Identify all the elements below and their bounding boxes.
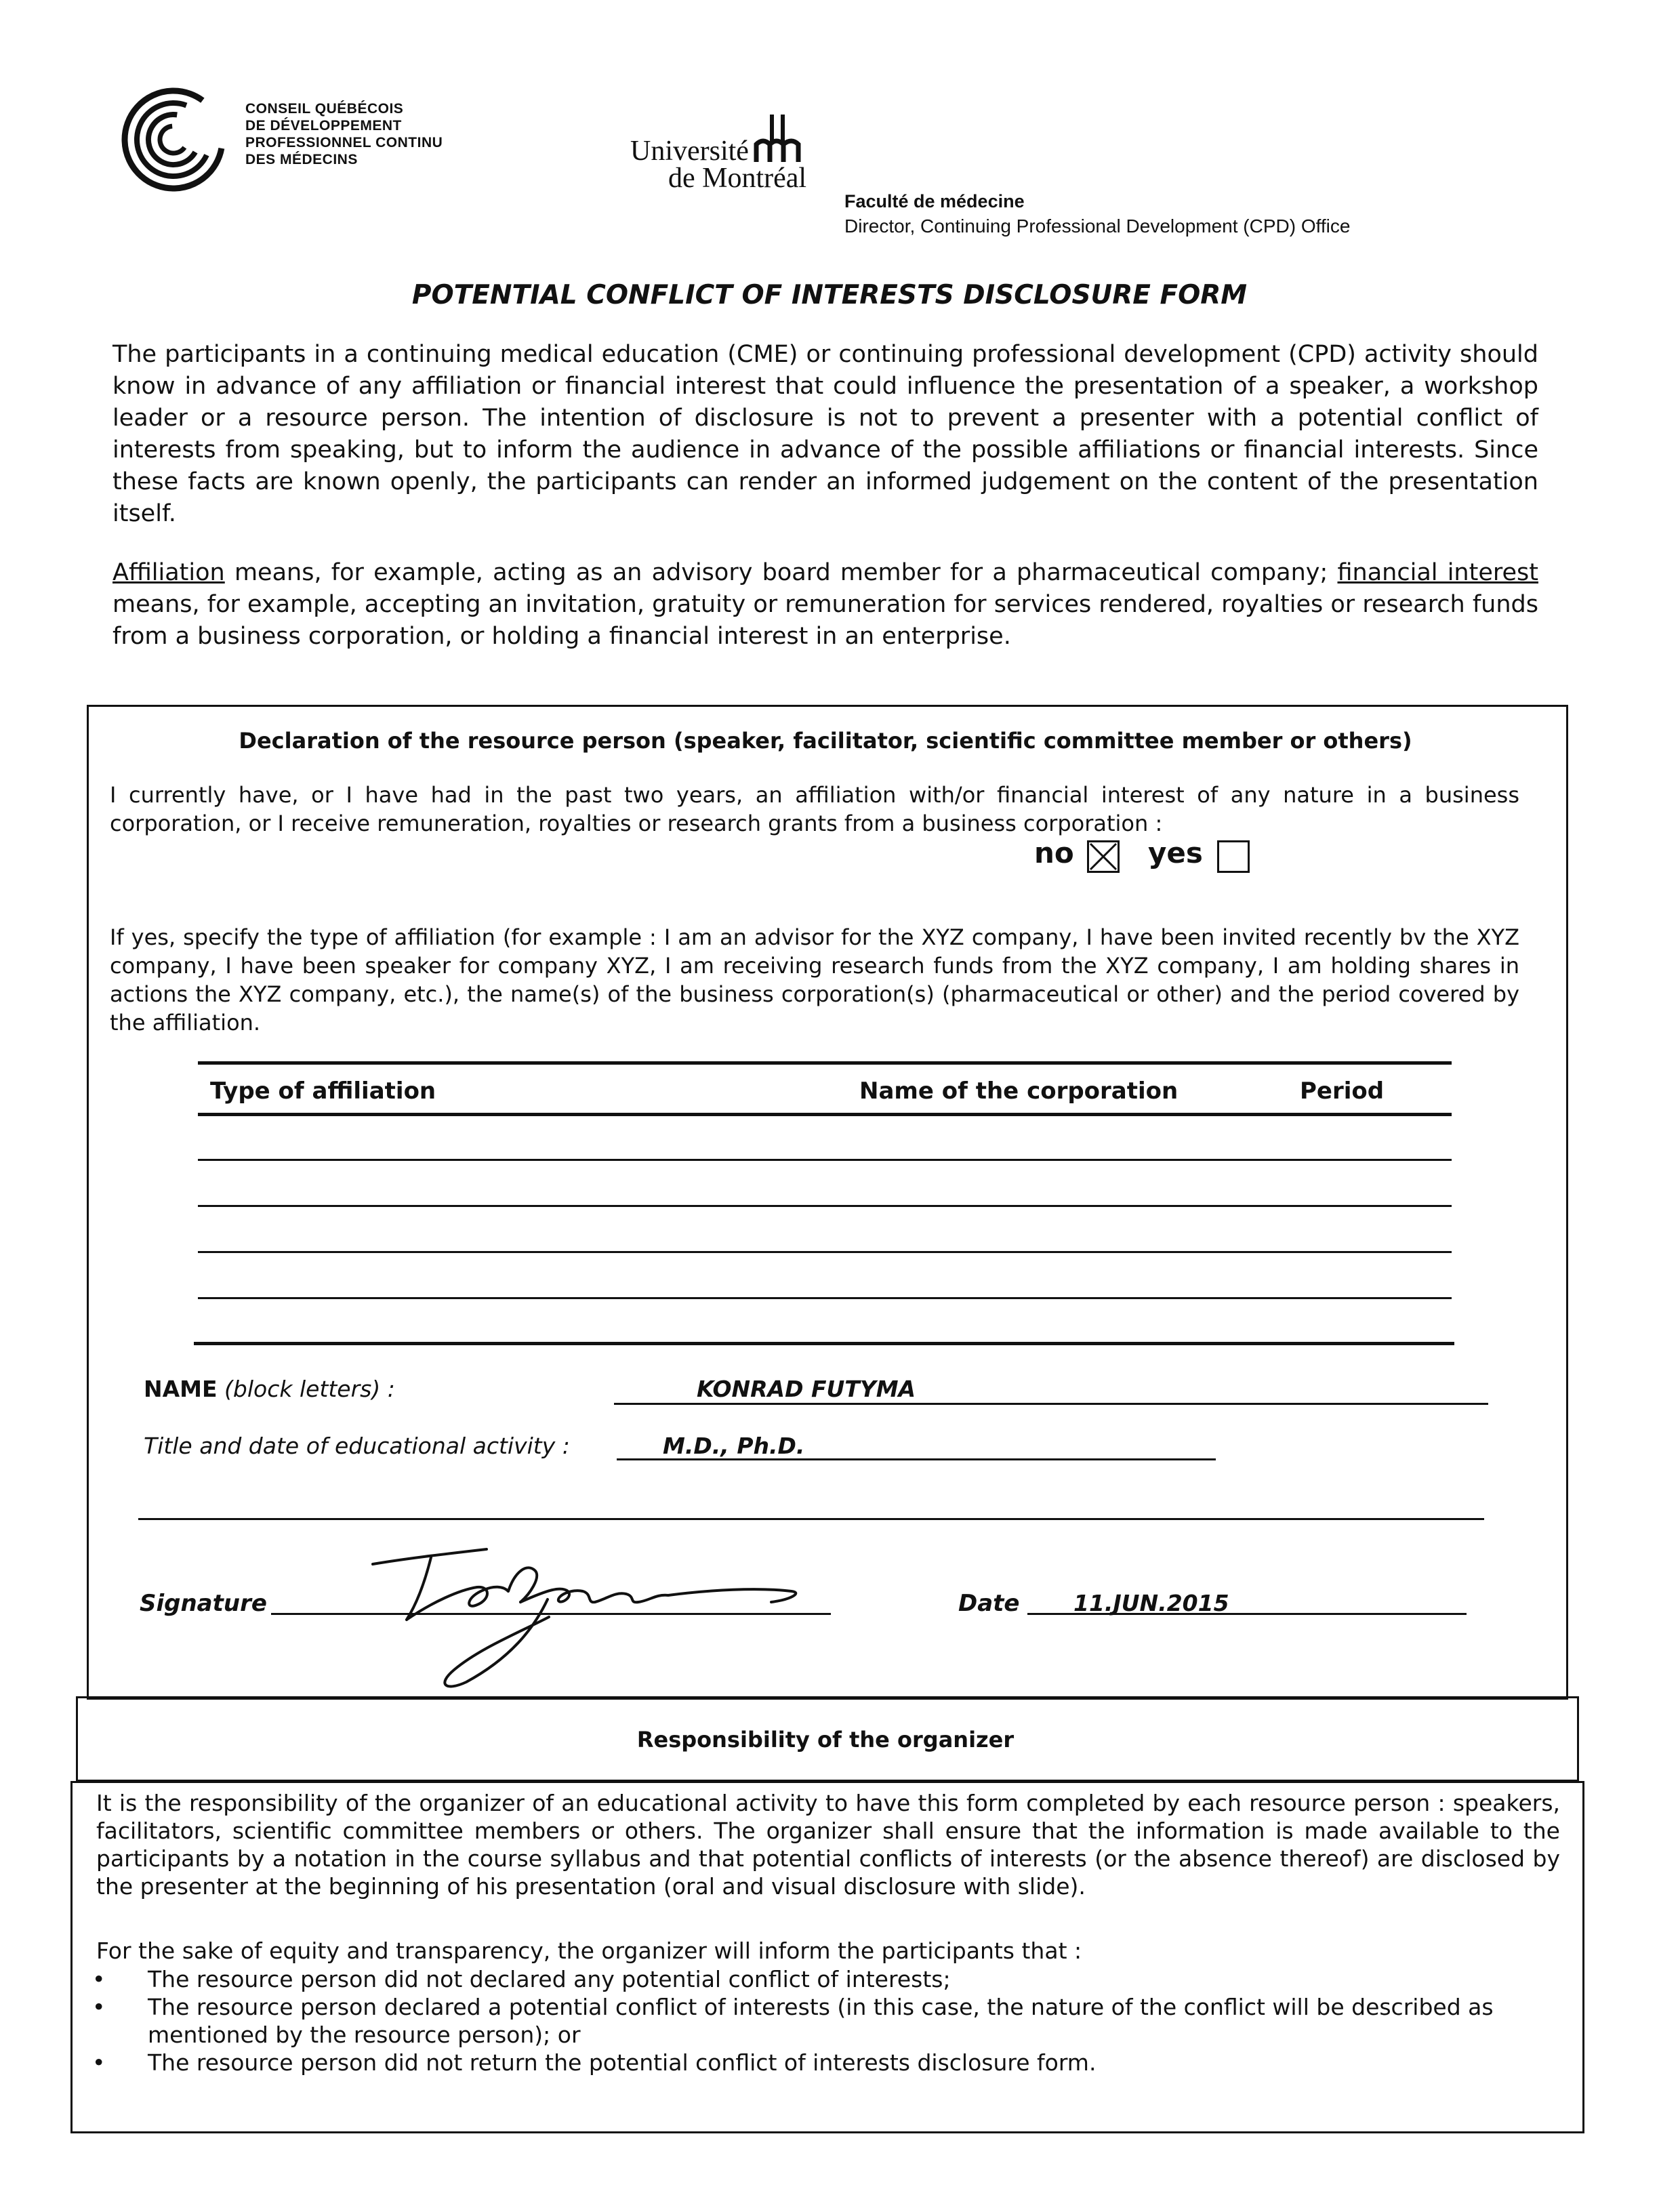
- faculty-name: Faculté de médecine: [844, 191, 1025, 211]
- form-title: POTENTIAL CONFLICT OF INTERESTS DISCLOSURE FORM: [411, 280, 1248, 310]
- affiliation-definition: means, for example, acting as an advisory board member for a pharmaceutical company;: [224, 559, 1338, 586]
- udem-emblem-icon: [754, 112, 802, 165]
- declaration-title: Declaration of the resource person (speaker, facilitator, scientific committee member or others): [239, 728, 1412, 754]
- udem-name-line1: Université: [630, 136, 749, 167]
- responsibility-paragraph: It is the responsibility of the organizer of an educational activity to have this form completed by each resource person : speakers, facilitators, scientific committee members or others. The organizer shall ensure that the information is made available to the participants by a notation in the course syllabus and that potential conflicts of interests (or the absence thereof) are disclosed by the presenter at the beginning of his presentation (oral and visual disclosure with slide).: [96, 1790, 1560, 1900]
- cqdpcm-line: DE DÉVELOPPEMENT: [245, 118, 402, 134]
- handwritten-signature-icon: [358, 1537, 846, 1693]
- affiliation-term: Affiliation: [112, 559, 225, 586]
- list-item: • The resource person did not declared any potential conflict of interests;: [92, 1965, 1570, 1993]
- responsibility-title: Responsibility of the organizer: [636, 1727, 1015, 1753]
- cqdpcm-logo-icon: [119, 85, 228, 194]
- udem-logo: [630, 112, 827, 207]
- name-label: [144, 1376, 395, 1402]
- column-header-type: Type of affiliation: [210, 1078, 436, 1105]
- name-value: KONRAD FUTYMA: [697, 1376, 916, 1402]
- if-yes-instructions: If yes, specify the type of affiliation (for example : I am an advisor for the XYZ company, I have been invited recently bv the XYZ company, I have been speaker for company XYZ, I am receiving research funds from the XYZ company, I am holding shares in actions the XYZ company, etc.), the name(s) of the business corporation(s) (pharmaceutical or other) and the period covered by the affiliation.: [110, 924, 1519, 1036]
- extra-field-line[interactable]: [138, 1518, 1484, 1520]
- signature-label: Signature: [140, 1590, 267, 1617]
- date-value: 11.JUN.2015: [1073, 1590, 1229, 1616]
- table-top-rule: [198, 1061, 1452, 1065]
- financial-interest-term: financial interest: [1337, 559, 1538, 586]
- list-item: • The resource person did not return the potential conflict of interests disclosure form.: [92, 2049, 1570, 2076]
- name-label-bold: NAME: [144, 1376, 218, 1402]
- name-field-line[interactable]: [614, 1403, 1488, 1405]
- cqdpcm-line: PROFESSIONNEL CONTINU: [245, 135, 443, 150]
- title-date-label: Title and date of educational activity :: [144, 1433, 570, 1459]
- yes-label: yes: [1148, 836, 1203, 869]
- column-header-period: Period: [1300, 1078, 1385, 1105]
- yes-checkbox[interactable]: [1217, 840, 1250, 873]
- cqdpcm-line: DES MÉDECINS: [245, 152, 358, 167]
- name-label-rest: (block letters) :: [217, 1376, 395, 1402]
- definition-paragraph: [112, 557, 1538, 653]
- title-date-value: M.D., Ph.D.: [663, 1433, 805, 1459]
- cqdpcm-name: [245, 100, 443, 168]
- declaration-statement: I currently have, or I have had in the past two years, an affiliation with/or financial interest of any nature in a business corporation, or I receive remuneration, royalties or research grants from a business corporation :: [110, 782, 1519, 836]
- table-row-line[interactable]: [198, 1251, 1452, 1253]
- table-bottom-rule: [194, 1342, 1454, 1345]
- participant-info-list: [92, 1965, 1570, 2076]
- list-item: • The resource person declared a potential conflict of interests (in this case, the nature of the conflict will be described as mentioned by the resource person); or: [92, 1993, 1570, 2049]
- column-header-corporation: Name of the corporation: [859, 1078, 1179, 1105]
- financial-interest-definition: means, for example, accepting an invitation, gratuity or remuneration for services rendered, royalties or research funds from a business corporation, or holding a financial interest in an enterprise.: [112, 591, 1538, 650]
- no-checkbox[interactable]: [1087, 840, 1120, 873]
- intro-paragraph: The participants in a continuing medical education (CME) or continuing professional development (CPD) activity should know in advance of any affiliation or financial interest that could influence the presentation of a speaker, a workshop leader or a resource person. The intention of disclosure is not to prevent a presenter with a potential conflict of interests from speaking, but to inform the audience in advance of the possible affiliations or financial interests. Since these facts are known openly, the participants can render an informed judgement on the content of the presentation itself.: [112, 341, 1538, 527]
- udem-name-line2: de Montréal: [668, 163, 807, 194]
- table-row-line[interactable]: [198, 1205, 1452, 1207]
- table-row-line[interactable]: [198, 1159, 1452, 1161]
- office-name: Director, Continuing Professional Development (CPD) Office: [844, 216, 1351, 237]
- table-row-line[interactable]: [198, 1297, 1452, 1299]
- cqdpcm-line: CONSEIL QUÉBÉCOIS: [245, 101, 404, 117]
- checkmark-x-icon: [1089, 842, 1118, 871]
- equity-paragraph: For the sake of equity and transparency, the organizer will inform the participants that :: [96, 1938, 1082, 1964]
- table-header-rule: [198, 1113, 1452, 1116]
- no-label: no: [1034, 836, 1074, 869]
- date-label: Date: [958, 1590, 1020, 1617]
